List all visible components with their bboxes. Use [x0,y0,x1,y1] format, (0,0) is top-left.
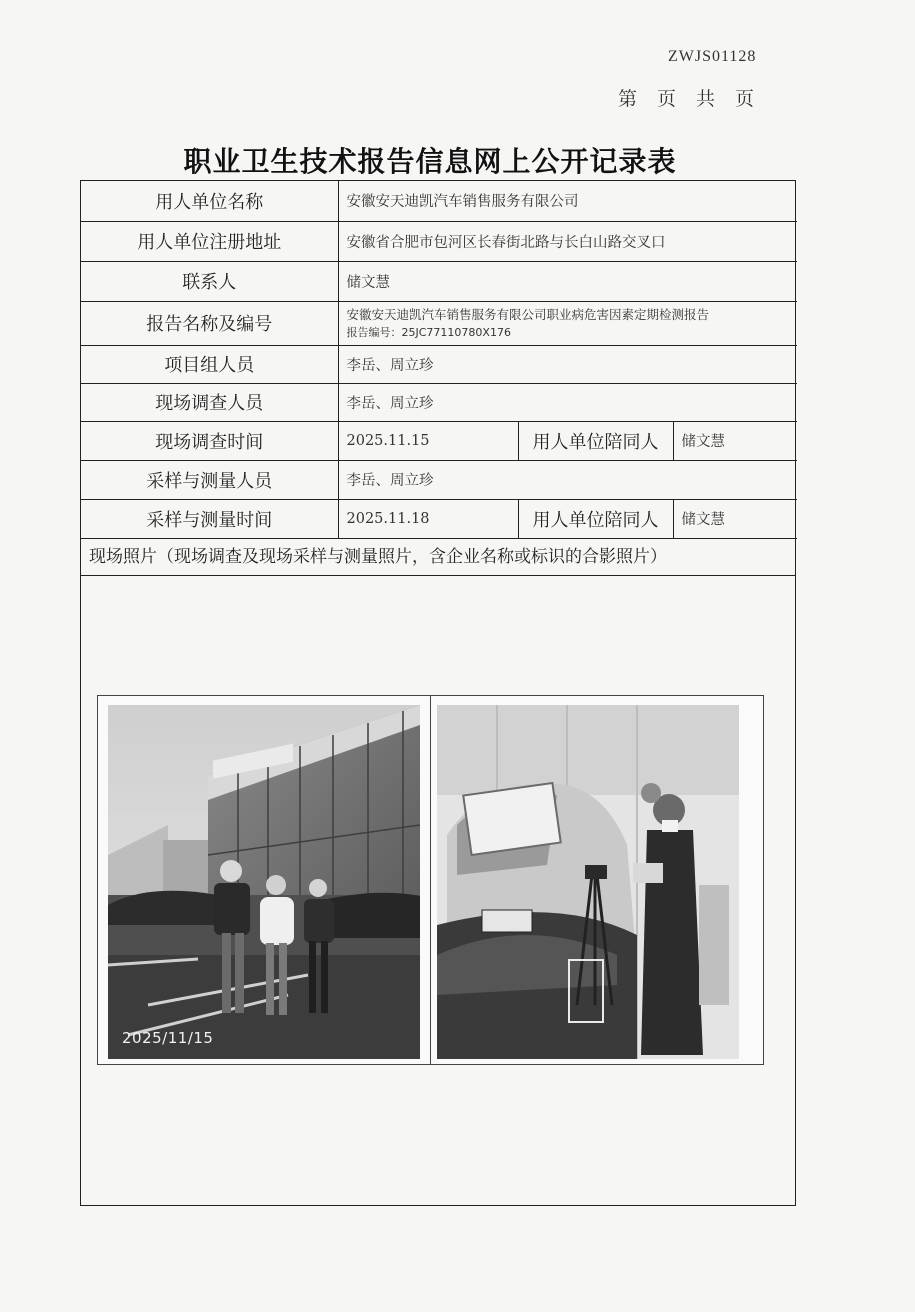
report-number: 报告编号：25JC77110780X176 [346,326,511,339]
table-row [81,261,797,301]
photo-section-header: 现场照片（现场调查及现场采样与测量照片，含企业名称或标识的合影照片） [81,539,795,576]
employer-address-value: 安徽省合肥市包河区长春街北路与长白山路交叉口 [338,221,797,261]
survey-time-value: 2025.11.15 [338,421,518,460]
employer-name-value: 安徽安天迪凯汽车销售服务有限公司 [338,181,797,221]
sampling-photo [437,705,739,1059]
record-table [80,180,796,1206]
page-label-4: 页 [735,88,755,110]
page-label-1: 第 [618,88,638,110]
employer-name-label: 用人单位名称 [81,181,338,221]
table-row [81,460,797,499]
sampling-companion-value: 储文慧 [673,499,797,538]
sampling-companion-label: 用人单位陪同人 [518,499,673,538]
sampling-time-value: 2025.11.18 [338,499,518,538]
report-name: 安徽安天迪凯汽车销售服务有限公司职业病危害因素定期检测报告 [346,307,710,322]
table-row [81,301,797,345]
table-row [81,221,797,261]
page-label-2: 页 [657,88,677,110]
sampling-time-label: 采样与测量时间 [81,499,338,538]
table-row [81,421,797,460]
survey-time-label: 现场调查时间 [81,421,338,460]
survey-staff-label: 现场调查人员 [81,383,338,421]
document-code: ZWJS01128 [668,48,757,65]
report-label: 报告名称及编号 [81,301,338,345]
photo-frame [97,695,764,1065]
contact-value: 储文慧 [338,261,797,301]
page-label-3: 共 [696,88,716,110]
survey-staff-value: 李岳、周立珍 [338,383,797,421]
info-table [81,181,797,539]
sampling-staff-label: 采样与测量人员 [81,460,338,499]
survey-companion-value: 储文慧 [673,421,797,460]
photo-date-stamp: 2025/11/15 [122,1029,214,1047]
table-row [81,499,797,538]
group-photo-image [108,705,420,1059]
site-group-photo [108,705,420,1059]
table-row [81,345,797,383]
photo-divider [430,696,431,1064]
report-value [338,301,797,345]
table-row [81,383,797,421]
sampling-staff-value: 李岳、周立珍 [338,460,797,499]
project-team-label: 项目组人员 [81,345,338,383]
document-title: 职业卫生技术报告信息网上公开记录表 [183,145,677,178]
project-team-value: 李岳、周立珍 [338,345,797,383]
table-row [81,181,797,221]
contact-label: 联系人 [81,261,338,301]
sampling-photo-image [437,705,739,1059]
employer-address-label: 用人单位注册地址 [81,221,338,261]
survey-companion-label: 用人单位陪同人 [518,421,673,460]
page-counter [618,84,774,111]
